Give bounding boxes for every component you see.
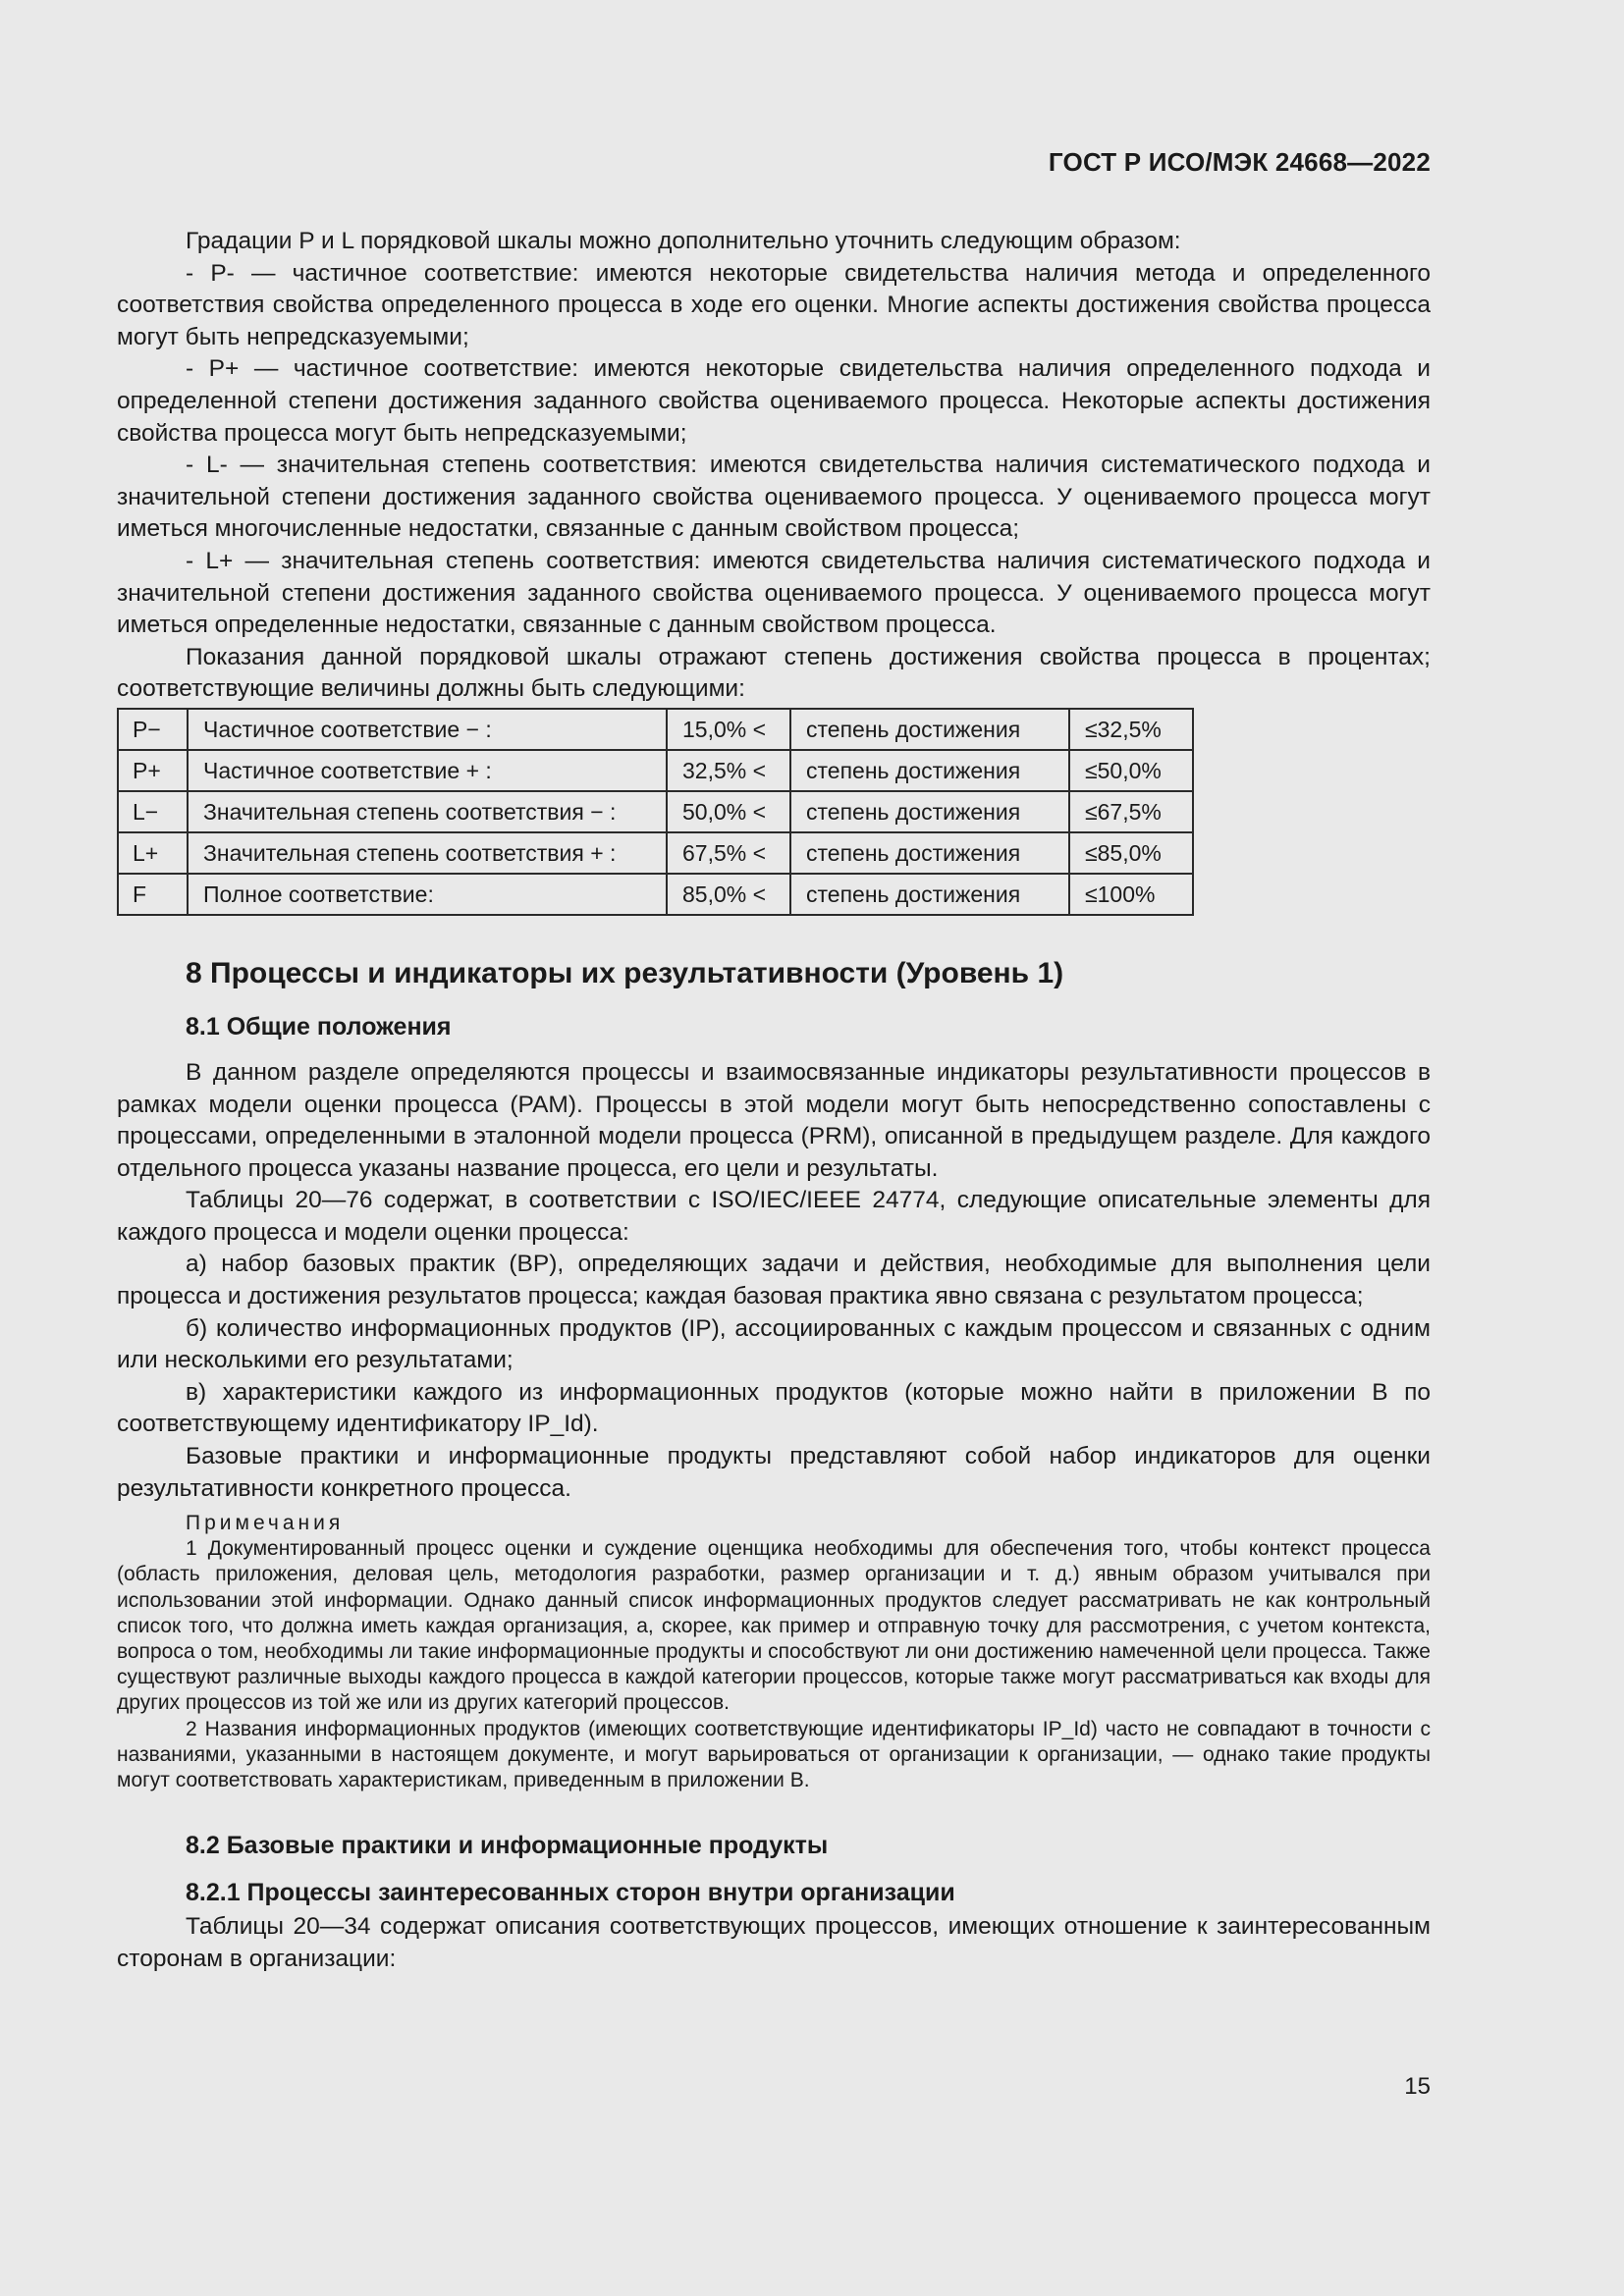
intro-paragraph: - L+ — значительная степень соответствия: имеются свидетельства наличия систематического подхода и значительной степени достижения заданного свойства оцениваемого процесса. У оцениваемого процесса могут иметься определенные недостатки, связанные с данным свойством процесса. [117,547,1431,639]
grade-name: Частичное соответствие + : [188,750,667,791]
body-paragraph: Таблицы 20—34 содержат описания соответствующих процессов, имеющих отношение к заинтересованным сторонам в организации: [117,1913,1431,1972]
grade-from: 32,5% < [667,750,790,791]
grade-to: ≤67,5% [1069,791,1193,832]
list-item-a: а) набор базовых практик (BP), определяющих задачи и действия, необходимые для выполнения цели процесса и достижения результатов процесса; каждая базовая практика явно связана с результатом процесса; [117,1251,1431,1310]
grade-code: F [118,874,188,915]
notes-heading: Примечания [186,1512,345,1535]
section-8-1-title: 8.1 Общие положения [186,1012,452,1041]
grade-name: Частичное соответствие − : [188,709,667,750]
section-8-2-title: 8.2 Базовые практики и информационные продукты [186,1832,829,1860]
table-row [118,874,1193,915]
grade-from: 85,0% < [667,874,790,915]
intro-paragraph: Показания данной порядковой шкалы отражают степень достижения свойства процесса в процентах; соответствующие величины должны быть следующими: [117,643,1431,703]
grades-table [117,708,1194,916]
page-number: 15 [1404,2073,1431,2100]
grade-from: 50,0% < [667,791,790,832]
grade-code: P− [118,709,188,750]
list-item-b: б) количество информационных продуктов (IP), ассоциированных с каждым процессом и связанных с одним или несколькими его результатами; [117,1314,1431,1374]
grade-label: степень достижения [790,832,1069,874]
section-8-2-1-title: 8.2.1 Процессы заинтересованных сторон внутри организации [186,1879,955,1907]
grade-code: L− [118,791,188,832]
grade-to: ≤50,0% [1069,750,1193,791]
grade-label: степень достижения [790,791,1069,832]
body-paragraph: Таблицы 20—76 содержат, в соответствии с ISO/IEC/IEEE 24774, следующие описательные элементы для каждого процесса и модели оценки процесса: [117,1187,1431,1246]
note-2: 2 Названия информационных продуктов (имеющих соответствующие идентификаторы IP_Id) часто не совпадают в точности с названиями, указанными в настоящем документе, и могут варьироваться от организации к организации, — однако такие продукты могут соответствовать характеристикам, приведенным в приложении B. [117,1717,1431,1792]
intro-paragraph: Градации P и L порядковой шкалы можно дополнительно уточнить следующим образом: [186,228,1181,254]
grade-name: Значительная степень соответствия − : [188,791,667,832]
intro-paragraph: - L- — значительная степень соответствия: имеются свидетельства наличия систематического подхода и значительной степени достижения заданного свойства оцениваемого процесса. У оцениваемого процесса могут иметься многочисленные недостатки, связанные с данным свойством процесса; [117,452,1431,543]
grade-label: степень достижения [790,750,1069,791]
list-item-v: в) характеристики каждого из информационных продуктов (которые можно найти в приложении B по соответствующему идентификатору IP_Id). [117,1378,1431,1438]
grade-to: ≤100% [1069,874,1193,915]
grade-name: Полное соответствие: [188,874,667,915]
body-paragraph: Базовые практики и информационные продукты представляют собой набор индикаторов для оценки результативности конкретного процесса. [117,1443,1431,1502]
document-code: ГОСТ Р ИСО/МЭК 24668—2022 [1048,147,1431,177]
grade-to: ≤32,5% [1069,709,1193,750]
table-row [118,791,1193,832]
table-row [118,832,1193,874]
grade-code: L+ [118,832,188,874]
grade-name: Значительная степень соответствия + : [188,832,667,874]
note-1: 1 Документированный процесс оценки и суждение оценщика необходимы для обеспечения того, чтобы контекст процесса (область приложения, деловая цель, методология разработки, размер организации и т. д.) явным образом учитывался при использовании этой информации. Однако данный список информационных продуктов следует рассматривать не как контрольный список того, что должна иметь каждая организация, а, скорее, как пример и отправную точку для рассмотрения, с учетом контекста, вопроса о том, необходимы ли такие информационные продукты и способствуют ли они достижению намеченной цели процесса. Также существуют различные выходы каждого процесса в каждой категории процессов, которые также могут рассматриваться как входы для других процессов из той же или из других категорий процессов. [117,1537,1431,1715]
table-row [118,750,1193,791]
intro-paragraph: - P+ — частичное соответствие: имеются некоторые свидетельства наличия определенного подхода и определенной степени достижения заданного свойства оцениваемого процесса. Некоторые аспекты достижения свойства процесса могут быть непредсказуемыми; [117,355,1431,447]
body-paragraph: В данном разделе определяются процессы и взаимосвязанные индикаторы результативности процессов в рамках модели оценки процесса (PAM). Процессы в этой модели могут быть непосредственно сопоставлены с процессами, определенными в эталонной модели процесса (PRM), описанной в предыдущем разделе. Для каждого отдельного процесса указаны название процесса, его цели и результаты. [117,1058,1431,1182]
grade-to: ≤85,0% [1069,832,1193,874]
section-8-title: 8 Процессы и индикаторы их результативности (Уровень 1) [186,956,1064,989]
page-content [117,226,1431,1975]
grade-from: 67,5% < [667,832,790,874]
grade-from: 15,0% < [667,709,790,750]
table-row [118,709,1193,750]
grade-label: степень достижения [790,874,1069,915]
grade-label: степень достижения [790,709,1069,750]
grade-code: P+ [118,750,188,791]
intro-paragraph: - P- — частичное соответствие: имеются некоторые свидетельства наличия метода и определенного соответствия свойства определенного процесса в ходе его оценки. Многие аспекты достижения свойства процесса могут быть непредсказуемыми; [117,259,1431,350]
